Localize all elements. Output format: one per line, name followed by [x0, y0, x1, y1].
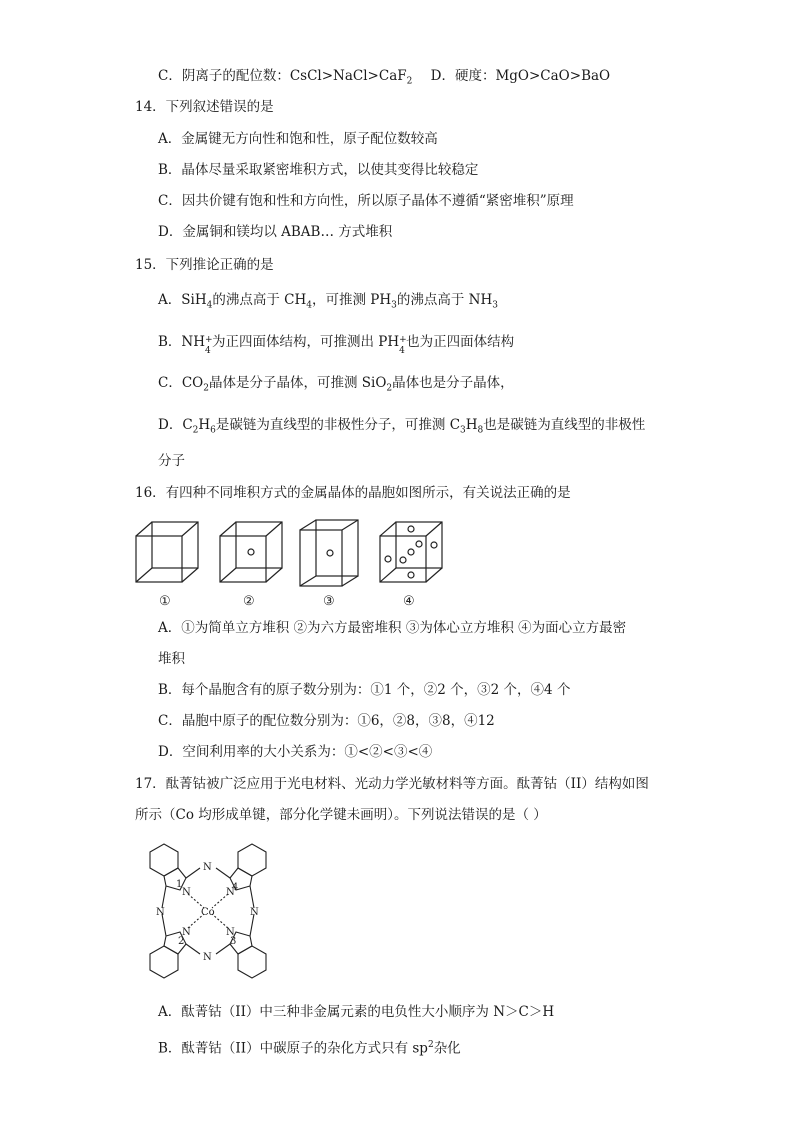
q14-stem: 14．下列叙述错误的是 — [135, 99, 274, 115]
q15-c-part: 晶体是分子晶体，可推测 SiO — [208, 375, 387, 391]
n-atom-4: N — [226, 887, 235, 898]
q17-b-sup: 2 — [427, 1040, 434, 1050]
q15-d-sub: 2 — [192, 425, 199, 436]
unit-cell-1 — [136, 522, 198, 582]
q17-stem-line1: 17．酞菁钴被广泛应用于光电材料、光动力学光敏材料等方面。酞菁钴（II）结构如图 — [135, 776, 649, 792]
q13-option-c-d — [158, 67, 610, 91]
q16-option-a: A．①为简单立方堆积 ②为六方最密堆积 ③为体心立方堆积 ④为面心立方最密 — [158, 620, 627, 636]
q15-a-sub: 3 — [391, 300, 397, 311]
n-bridge-bottom: N — [203, 952, 212, 963]
q13-option-c-sub: 2 — [406, 76, 413, 87]
unit-cell-2 — [220, 522, 282, 582]
q13-option-d: D．硬度：MgO>CaO>BaO — [430, 68, 611, 84]
cell-label-1: ① — [159, 594, 171, 606]
q17-b-part: B．酞菁钴（II）中碳原子的杂化方式只有 sp — [158, 1040, 428, 1057]
q15-d-part: 也是碳链为直线型的非极性 — [483, 417, 646, 433]
cell-label-3: ③ — [323, 594, 335, 606]
q15-d-sub: 6 — [210, 425, 216, 436]
n-label-1: 1 — [176, 879, 183, 890]
q16-option-b: B．每个晶胞含有的原子数分别为：①1 个，②2 个，③2 个，④4 个 — [158, 682, 571, 698]
q14-option-b: B．晶体尽量采取紧密堆积方式，以使其变得比较稳定 — [158, 162, 479, 178]
q15-a-sub: 3 — [492, 300, 498, 311]
q16-stem: 16．有四种不同堆积方式的金属晶体的晶胞如图所示，有关说法正确的是 — [135, 485, 571, 501]
q15-d-part: H — [465, 417, 478, 433]
q15-d-part: H — [198, 417, 211, 433]
q15-b-sub: 4 — [399, 346, 405, 356]
q15-option-c — [158, 374, 514, 398]
q17-b-part: 杂化 — [433, 1040, 461, 1057]
q15-a-part: 的沸点高于 NH — [396, 292, 493, 308]
q16-option-a-cont: 堆积 — [158, 651, 185, 667]
q15-c-sub: 2 — [386, 383, 393, 394]
q15-stem: 15．下列推论正确的是 — [135, 257, 274, 273]
q15-b-sub: 4 — [205, 346, 211, 356]
q15-c-part: 晶体也是分子晶体， — [392, 375, 514, 391]
q17-option-b — [158, 1036, 461, 1058]
q15-option-d-cont: 分子 — [158, 453, 185, 469]
q15-b-charge: + — [399, 335, 407, 345]
n-bridge-top: N — [203, 862, 212, 873]
unit-cell-3 — [300, 520, 358, 586]
cell-label-2: ② — [243, 594, 255, 606]
q15-c-sub: 2 — [203, 383, 209, 394]
q14-option-a: A．金属键无方向性和饱和性，原子配位数较高 — [158, 131, 438, 147]
n-label-3: 3 — [230, 936, 237, 947]
n-atom-1: N — [182, 887, 191, 898]
q13-option-c: C．阴离子的配位数：CsCl>NaCl>CaF — [158, 68, 407, 84]
q15-b-part: 也为正四面体结构 — [406, 334, 515, 350]
q15-a-part: A．SiH — [158, 292, 207, 308]
q15-option-a — [158, 291, 498, 315]
n-atom-2: N — [182, 927, 191, 938]
q14-option-d: D．金属铜和镁均以 ABAB… 方式堆积 — [158, 224, 393, 240]
q17-stem-line2: 所示（Co 均形成单键，部分化学键未画明）。下列说法错误的是（ ） — [135, 807, 547, 823]
q15-d-sub: 3 — [460, 425, 466, 436]
n-atom-3: N — [226, 927, 235, 938]
unit-cell-4 — [380, 522, 442, 582]
q15-b-part: 为正四面体结构，可推测出 PH — [212, 334, 400, 350]
q15-a-sub: 4 — [206, 300, 213, 311]
q16-unit-cells-figure — [130, 514, 450, 606]
n-bridge-right: N — [250, 907, 259, 918]
n-label-4: 4 — [232, 882, 239, 893]
phthalocyanine-cobalt-structure — [128, 838, 288, 984]
q14-option-c: C．因共价键有饱和性和方向性，所以原子晶体不遵循“紧密堆积”原理 — [158, 193, 574, 209]
q15-option-d — [158, 416, 645, 440]
n-bridge-left: N — [156, 907, 165, 918]
q15-b-part: B．NH — [158, 334, 206, 350]
q15-d-part: D．C — [158, 417, 193, 433]
q17-option-a: A．酞菁钴（II）中三种非金属元素的电负性大小顺序为 N＞C＞H — [158, 1004, 555, 1020]
q15-a-sub: 4 — [306, 300, 312, 311]
q15-b-charge: + — [205, 335, 213, 345]
q15-c-part: C．CO — [158, 375, 204, 391]
co-atom: Co — [201, 907, 215, 918]
q15-a-part: 的沸点高于 CH — [212, 292, 307, 308]
n-label-2: 2 — [178, 936, 185, 947]
q16-option-d: D．空间利用率的大小关系为：①<②<③<④ — [158, 744, 433, 760]
cell-label-4: ④ — [403, 594, 415, 606]
q15-d-part: 是碳链为直线型的非极性分子，可推测 C — [215, 417, 461, 433]
q16-option-c: C．晶胞中原子的配位数分别为：①6，②8，③8，④12 — [158, 713, 495, 729]
q15-option-b — [158, 333, 515, 356]
q15-d-sub: 8 — [477, 425, 484, 436]
q15-a-part: ，可推测 PH — [311, 292, 392, 308]
